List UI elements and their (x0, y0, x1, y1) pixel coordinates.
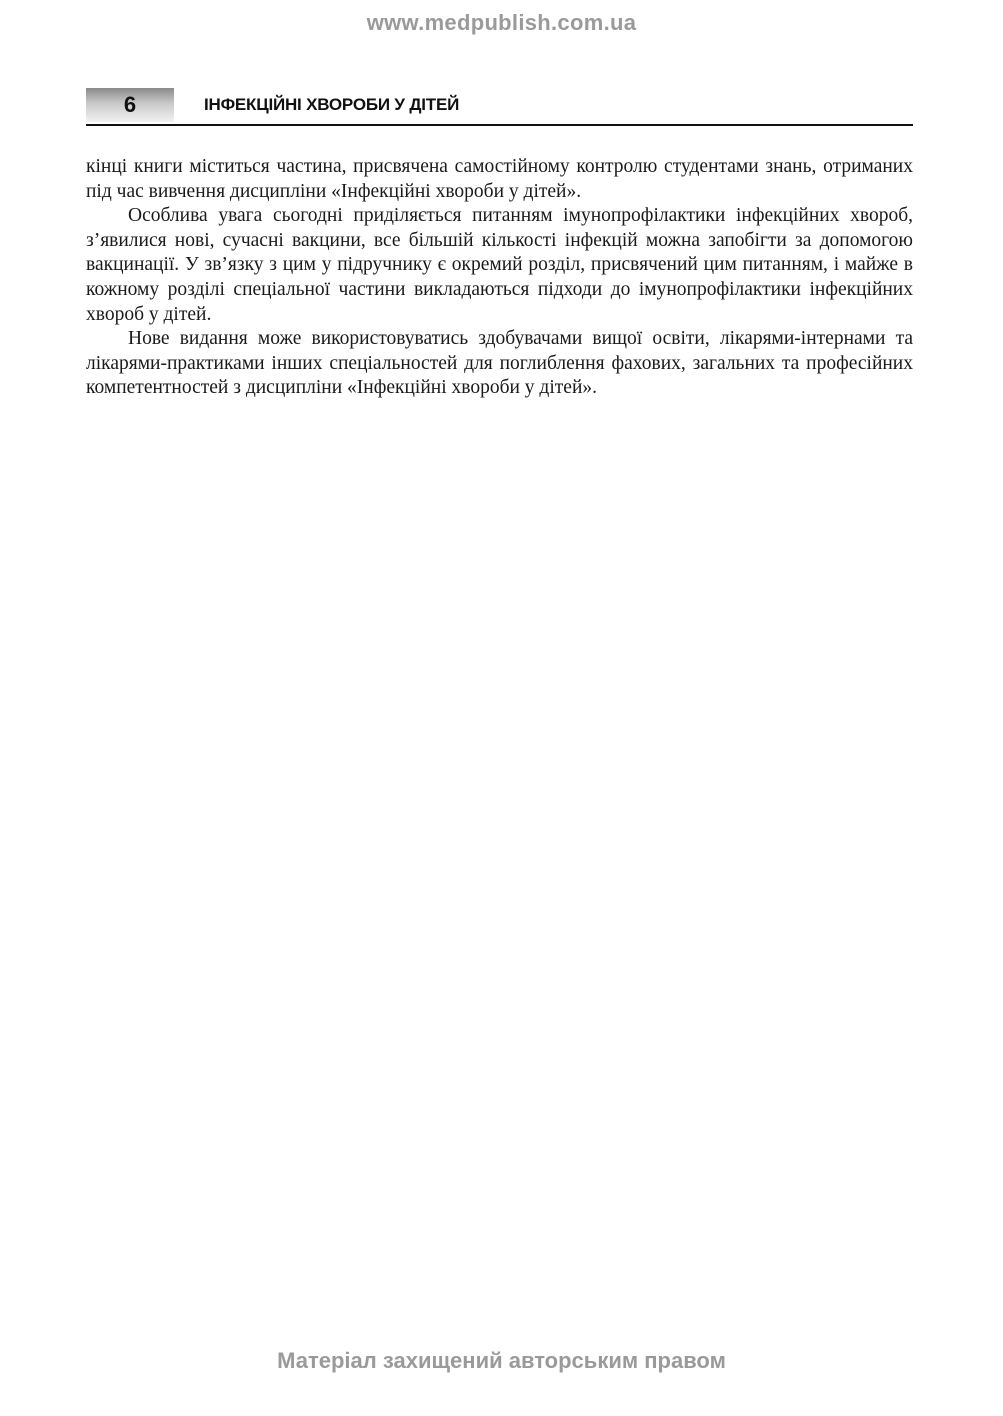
copyright-watermark: Матеріал захищений авторським правом (277, 1348, 726, 1373)
paragraph: Особлива увага сьогодні приділяється питанням імунопрофілактики інфекційних хвороб, з’явилися нові, сучасні вакцини, все більшій кількості інфекцій можна запобігти за допомогою вакцинації. У зв’язку з цим у підручнику є окремий розділ, присвячений цим питанням, і майже в кожному розділі спеціальної частини викладаються підходи до імунопрофілактики інфекційних хвороб у дітей. (86, 205, 913, 325)
running-header-title: ІНФЕКЦІЙНІ ХВОРОБИ У ДІТЕЙ (204, 95, 460, 114)
paragraph: кінці книги міститься частина, присвячена самостійному контролю студентами знань, отриманих під час вивчення дисципліни «Інфекційні хвороби у дітей». (86, 156, 913, 202)
page-number: 6 (86, 88, 174, 122)
body-text (86, 155, 913, 401)
running-header (86, 88, 913, 126)
paragraph: Нове видання може використовуватись здобувачами вищої освіти, лікарями-інтернами та лікарями-практиками інших спеціальностей для поглиблення фахових, загальних та професійних компетентностей з дисципліни «Інфекційні хвороби у дітей». (86, 328, 913, 399)
site-watermark: www.medpublish.com.ua (366, 10, 637, 35)
